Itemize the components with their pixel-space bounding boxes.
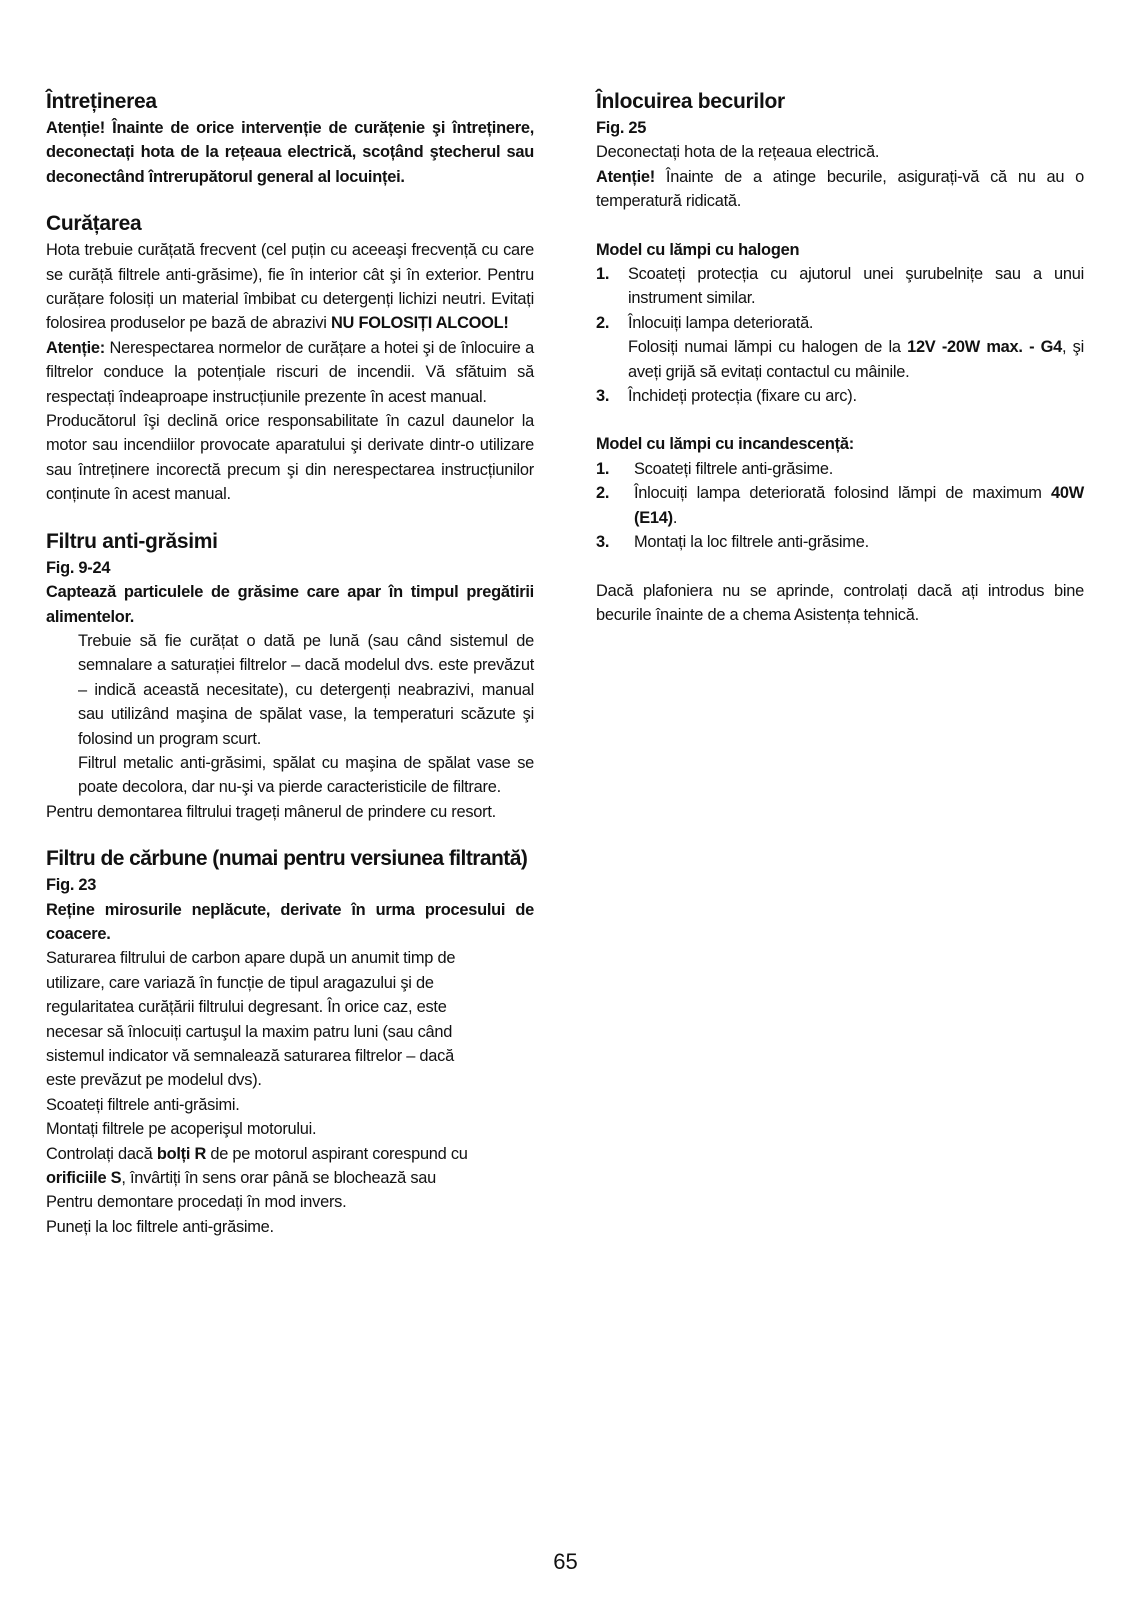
left-column	[46, 88, 534, 1239]
cleaning-paragraph: Hota trebuie curățată frecvent (cel puțin cu aceeaşi frecvență cu care se curăță filtrele anti-grăsime), fie în interior cât şi în exterior. Pentru curățare folosiți un material îmbibat cu detergenți lichizi neutri. Evitați folosirea produselor pe bază de abrazivi NU FOLOSIȚI ALCOOL!	[46, 241, 534, 333]
troubleshooting-note: Dacă plafoniera nu se aprinde, controlați dacă ați introdus bine becurile înainte de a chema Asistența tehnică.	[596, 581, 1084, 624]
subsection-title-incandescent: Model cu lămpi cu incandescență:	[596, 435, 854, 454]
grease-filter-metal-note: Filtrul metalic anti-grăsimi, spălat cu maşina de spălat vase se poate decolora, dar nu-şi va pierde caracteristicile de filtrare.	[78, 753, 534, 797]
figure-ref-9-24: Fig. 9-24	[46, 558, 111, 577]
section-title-intretinerea: Întreținerea	[46, 90, 157, 113]
list-item: 1. Scoateți protecția cu ajutorul unei şurubelnițe sau a unui instrument similar.	[596, 265, 1084, 308]
subsection-title-halogen: Model cu lămpi cu halogen	[596, 240, 800, 259]
right-column	[596, 88, 1084, 627]
list-item: 2. Înlocuiți lampa deteriorată. Folosiți numai lămpi cu halogen de la 12V -20W max. - G4, şi aveți grijă să evitați contactul cu mâinile.	[596, 313, 1084, 381]
cleaning-attention: Atenție: Nerespectarea normelor de curățare a hotei şi de înlocuire a filtrelor conduce la potențiale riscuri de incendii. Vă sfătuim să respectați îndeaproape instrucțiunile prezente în acest manual.	[46, 338, 534, 406]
disconnect-instruction: Deconectați hota de la rețeaua electrică.	[596, 143, 880, 162]
carbon-filter-description: Reține mirosurile neplăcute, derivate în urma procesului de coacere.	[46, 900, 534, 943]
list-item: 2. Înlocuiți lampa deteriorată folosind lămpi de maximum 40W (E14).	[596, 484, 1084, 527]
section-title-filtru-anti-grasimi: Filtru anti-grăsimi	[46, 529, 218, 553]
manufacturer-disclaimer: Producătorul îşi declină orice responsabilitate în cazul daunelor la motor sau incendiilor provocate aparatului şi derivate dintr-o utilizare sau întreținere incorectă precum şi din nerespectarea instrucțiunilor conținute în acest manual.	[46, 412, 534, 504]
section-title-filtru-carbune: Filtru de cărbune (numai pentru versiunea filtrantă)	[46, 847, 528, 871]
list-item: 1. Scoateți filtrele anti-grăsime.	[596, 459, 834, 478]
list-item: 3. Montați la loc filtrele anti-grăsime.	[596, 533, 869, 552]
page-number: 65	[553, 1549, 578, 1574]
section-title-inlocuirea-becurilor: Înlocuirea becurilor	[596, 90, 785, 113]
maintenance-warning: Atenție! Înainte de orice intervenție de curățenie şi întreținere, deconectați hota de la rețeaua electrică, scoțând ştecherul sau deconectând întrerupătorul general al locuinței.	[46, 119, 534, 186]
grease-filter-cleaning: Trebuie să fie curățat o dată pe lună (sau când sistemul de semnalare a saturației filtrelor – dacă modelul dvs. este prevăzut – indică această necesitate), cu detergenți neabrazivi, manual sau utilizând maşina de spălat vase, la temperaturi scăzute şi folosind un program scurt.	[78, 631, 534, 748]
no-alcohol-warning: NU FOLOSIȚI ALCOOL!	[330, 314, 509, 333]
figure-ref-25: Fig. 25	[596, 119, 647, 137]
figure-ref-23: Fig. 23	[46, 876, 97, 895]
list-item: 3. Închideți protecția (fixare cu arc).	[596, 387, 857, 406]
bulb-temperature-warning: Atenție! Înainte de a atinge becurile, asigurați-vă că nu au o temperatură ridicată.	[596, 167, 1084, 211]
grease-filter-removal: Pentru demontarea filtrului trageți mânerul de prindere cu resort.	[46, 802, 496, 821]
grease-filter-description: Captează particulele de grăsime care apar în timpul pregătirii alimentelor.	[46, 583, 534, 626]
section-title-curatarea: Curățarea	[46, 212, 142, 236]
carbon-filter-text: Saturarea filtrului de carbon apare după un anumit timp de utilizare, care variază în funcție de tipul aragazului şi de regularitatea curățării filtrului degresant. În orice caz, este necesar să înlocuiți cartuşul la maxim patru luni (sau când sistemul indicator vă semnalează saturarea filtrelor – dacă este prevăzut pe modelul dvs). Scoateți filtrele anti-grăsimi. Montați filtrele pe acoperişul motorului. Controlați dacă bolți R de pe motorul aspirant corespund cu orificiile S, învârtiți în sens orar până se blochează sau Pentru demontare procedați în mod invers. Puneți la loc filtrele anti-grăsime.	[46, 949, 468, 1236]
